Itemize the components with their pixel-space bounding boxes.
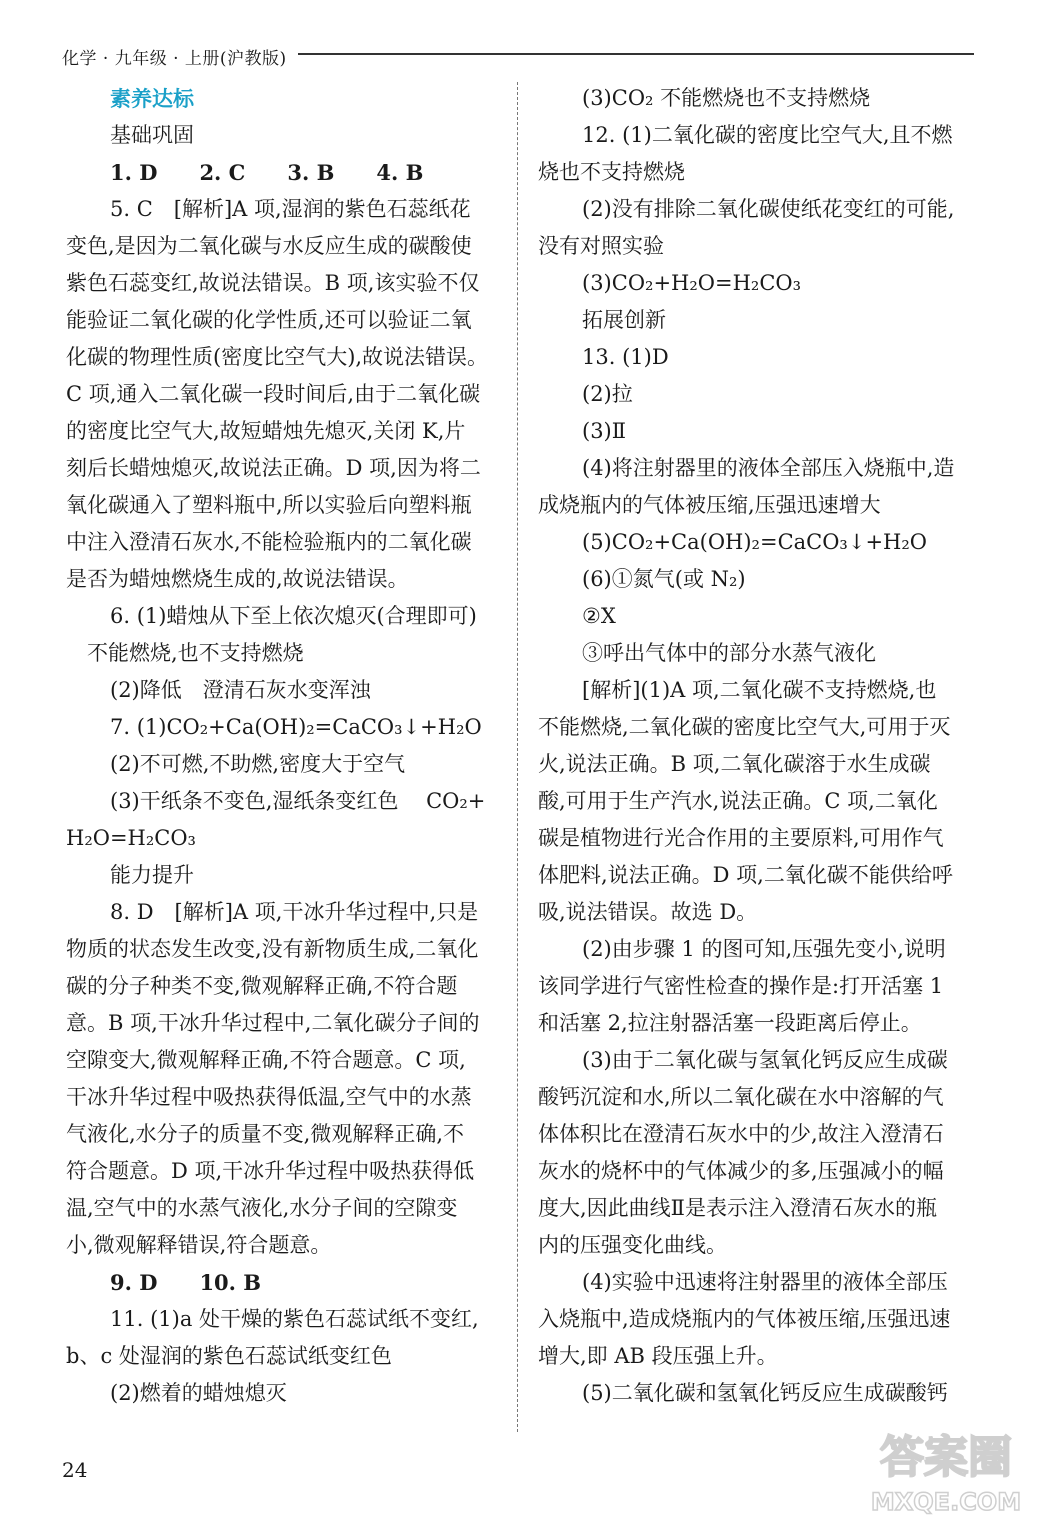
text-line: 氧化碳通入了塑料瓶中,所以实验后向塑料瓶 bbox=[66, 493, 472, 517]
page-number: 24 bbox=[62, 1458, 88, 1482]
text-line: 度大,因此曲线Ⅱ是表示注入澄清石灰水的瓶 bbox=[538, 1196, 937, 1220]
text-line: (2)由步骤 1 的图可知,压强先变小,说明 bbox=[582, 937, 946, 961]
text-line: 紫色石蕊变红,故说法错误。B 项,该实验不仅 bbox=[66, 271, 480, 295]
text-line: 小,微观解释错误,符合题意。 bbox=[66, 1233, 332, 1257]
text-line: 刻后长蜡烛熄灭,故说法正确。D 项,因为将二 bbox=[66, 456, 481, 480]
text-line: 该同学进行气密性检查的操作是:打开活塞 1 bbox=[538, 974, 944, 998]
right-column bbox=[538, 80, 978, 1412]
text-line: (5)CO₂+Ca(OH)₂=CaCO₃↓+H₂O bbox=[582, 530, 927, 554]
text-line: (3)CO₂ 不能燃烧也不支持燃烧 bbox=[582, 86, 871, 110]
text-line: ③呼出气体中的部分水蒸气液化 bbox=[582, 641, 876, 665]
text-line: C 项,通入二氧化碳一段时间后,由于二氧化碳 bbox=[66, 382, 481, 406]
text-line: 是否为蜡烛燃烧生成的,故说法错误。 bbox=[66, 567, 409, 591]
text-line: 灰水的烧杯中的气体减少的多,压强减小的幅 bbox=[538, 1159, 944, 1183]
text-line: 不能燃烧,二氧化碳的密度比空气大,可用于灭 bbox=[538, 715, 951, 739]
text-line: 和活塞 2,拉注射器活塞一段距离后停止。 bbox=[538, 1011, 922, 1035]
text-line: 碳的分子种类不变,微观解释正确,不符合题 bbox=[66, 974, 458, 998]
text-line: 增大,即 AB 段压强上升。 bbox=[538, 1344, 778, 1368]
watermark-logo bbox=[856, 1422, 1036, 1522]
text-line: (6)①氮气(或 N₂) bbox=[582, 567, 746, 591]
text-line: 内的压强变化曲线。 bbox=[538, 1233, 727, 1257]
text-line: (2)不可燃,不助燃,密度大于空气 bbox=[110, 752, 406, 776]
text-line: 符合题意。D 项,干冰升华过程中吸热获得低 bbox=[66, 1159, 475, 1183]
text-line: 没有对照实验 bbox=[538, 234, 664, 258]
text-line: 6. (1)蜡烛从下至上依次熄灭(合理即可) bbox=[110, 604, 477, 628]
text-line: (2)降低 澄清石灰水变浑浊 bbox=[110, 678, 371, 702]
watermark-line2: MXQE.COM bbox=[870, 1488, 1022, 1516]
text-line: 物质的状态发生改变,没有新物质生成,二氧化 bbox=[66, 937, 479, 961]
text-line: (3)CO₂+H₂O=H₂CO₃ bbox=[582, 271, 802, 295]
text-line: 11. (1)a 处干燥的紫色石蕊试纸不变红, bbox=[110, 1307, 479, 1331]
text-line: 1. D 2. C 3. B 4. B bbox=[110, 160, 424, 185]
text-line: 空隙变大,微观解释正确,不符合题意。C 项, bbox=[66, 1048, 466, 1072]
text-line: H₂O=H₂CO₃ bbox=[66, 826, 196, 850]
text-line: 能力提升 bbox=[110, 863, 194, 887]
text-line: 13. (1)D bbox=[582, 345, 669, 369]
running-header: 化学 · 九年级 · 上册(沪教版) bbox=[62, 49, 287, 69]
text-line: 12. (1)二氧化碳的密度比空气大,且不燃 bbox=[582, 123, 953, 147]
text-line: (2)拉 bbox=[582, 382, 633, 406]
text-line: b、c 处湿润的紫色石蕊试纸变红色 bbox=[66, 1344, 392, 1368]
text-line: [解析](1)A 项,二氧化碳不支持燃烧,也 bbox=[582, 678, 937, 702]
text-line: 酸钙沉淀和水,所以二氧化碳在水中溶解的气 bbox=[538, 1085, 944, 1109]
text-line: 7. (1)CO₂+Ca(OH)₂=CaCO₃↓+H₂O bbox=[110, 715, 482, 739]
text-line: 温,空气中的水蒸气液化,水分子间的空隙变 bbox=[66, 1196, 458, 1220]
text-line: (3)由于二氧化碳与氢氧化钙反应生成碳 bbox=[582, 1048, 948, 1072]
text-line: ②X bbox=[582, 604, 616, 628]
text-line: 烧也不支持燃烧 bbox=[538, 160, 685, 184]
text-line: 9. D 10. B bbox=[110, 1270, 262, 1295]
text-line: 干冰升华过程中吸热获得低温,空气中的水蒸 bbox=[66, 1085, 472, 1109]
section-title: 素养达标 bbox=[110, 86, 194, 111]
text-line: (4)将注射器里的液体全部压入烧瓶中,造 bbox=[582, 456, 955, 480]
text-line: 气液化,水分子的质量不变,微观解释正确,不 bbox=[66, 1122, 465, 1146]
text-line: 体体积比在澄清石灰水中的少,故注入澄清石 bbox=[538, 1122, 944, 1146]
text-line: 成烧瓶内的气体被压缩,压强迅速增大 bbox=[538, 493, 881, 517]
left-column bbox=[66, 80, 506, 1412]
text-line: 5. C [解析]A 项,湿润的紫色石蕊纸花 bbox=[110, 197, 471, 221]
text-line: (2)燃着的蜡烛熄灭 bbox=[110, 1381, 287, 1405]
text-line: 碳是植物进行光合作用的主要原料,可用作气 bbox=[538, 826, 944, 850]
watermark-line1: 答案圈 bbox=[880, 1432, 1012, 1483]
header-rule bbox=[298, 53, 974, 55]
text-line: (2)没有排除二氧化碳使纸花变红的可能, bbox=[582, 197, 955, 221]
text-line: 酸,可用于生产汽水,说法正确。C 项,二氧化 bbox=[538, 789, 938, 813]
text-line: 吸,说法错误。故选 D。 bbox=[538, 900, 758, 924]
text-line: 变色,是因为二氧化碳与水反应生成的碳酸使 bbox=[66, 234, 472, 258]
text-line: 体肥料,说法正确。D 项,二氧化碳不能供给呼 bbox=[538, 863, 953, 887]
text-line: 能验证二氧化碳的化学性质,还可以验证二氧 bbox=[66, 308, 472, 332]
text-line: 拓展创新 bbox=[582, 308, 666, 332]
text-line: 8. D [解析]A 项,干冰升华过程中,只是 bbox=[110, 900, 479, 924]
column-divider bbox=[517, 82, 518, 1432]
text-line: 火,说法正确。B 项,二氧化碳溶于水生成碳 bbox=[538, 752, 931, 776]
text-line: (3)Ⅱ bbox=[582, 419, 627, 443]
text-line: 化碳的物理性质(密度比空气大),故说法错误。 bbox=[66, 345, 489, 369]
text-line: 中注入澄清石灰水,不能检验瓶内的二氧化碳 bbox=[66, 530, 472, 554]
text-line: 不能燃烧,也不支持燃烧 bbox=[66, 641, 304, 665]
section-heading bbox=[66, 80, 506, 117]
text-line: (4)实验中迅速将注射器里的液体全部压 bbox=[582, 1270, 948, 1294]
text-line: 的密度比空气大,故短蜡烛先熄灭,关闭 K,片 bbox=[66, 419, 466, 443]
text-line: (5)二氧化碳和氢氧化钙反应生成碳酸钙 bbox=[582, 1381, 948, 1405]
text-line: 意。B 项,干冰升华过程中,二氧化碳分子间的 bbox=[66, 1011, 480, 1035]
text-line: 基础巩固 bbox=[110, 123, 194, 147]
text-line: (3)干纸条不变色,湿纸条变红色 CO₂+ bbox=[110, 789, 486, 813]
text-line: 入烧瓶中,造成烧瓶内的气体被压缩,压强迅速 bbox=[538, 1307, 951, 1331]
